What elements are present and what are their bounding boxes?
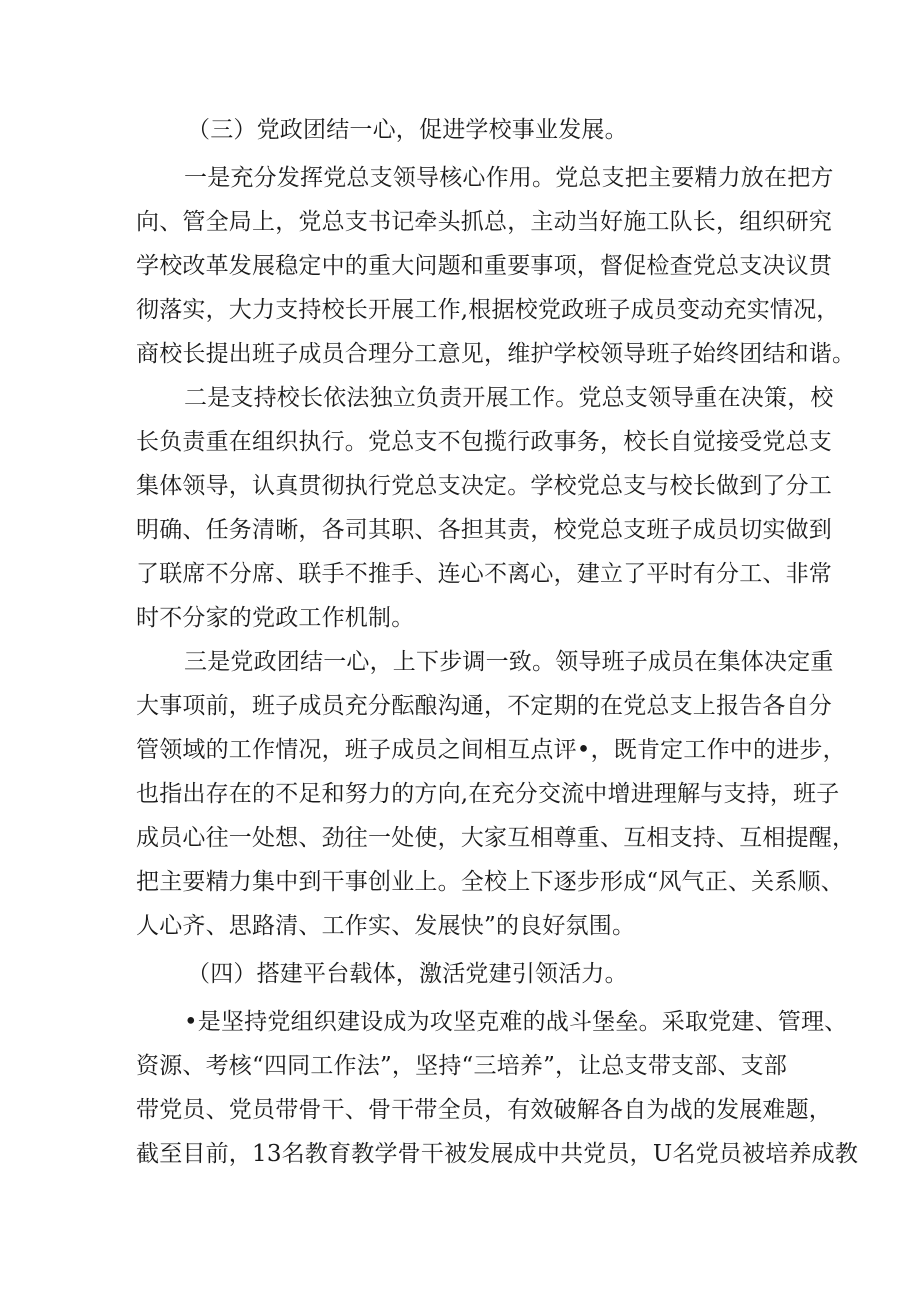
paragraph-line: 时不分家的党政工作机制。 xyxy=(136,605,415,631)
paragraph-line: 长负责重在组织执行。党总支不包揽行政事务，校长自觉接受党总支 xyxy=(136,429,832,455)
paragraph-line: 带党员、党员带骨干、骨干带全员，有效破解各自为战的发展难题， xyxy=(136,1097,832,1123)
paragraph-line: 学校改革发展稳定中的重大问题和重要事项，督促检查党总支决议贯 xyxy=(136,253,832,279)
paragraph-line: 向、管全局上，党总支书记牵头抓总，主动当好施工队长，组织研究 xyxy=(136,209,832,235)
paragraph-line: 明确、任务清晰，各司其职、各担其责，校党总支班子成员切实做到 xyxy=(136,517,832,543)
paragraph-line: 把主要精力集中到干事创业上。全校上下逐步形成“风气正、关系顺、 xyxy=(136,869,844,895)
paragraph-line: 管领域的工作情况，班子成员之间相互点评•，既肯定工作中的进步， xyxy=(136,737,846,763)
section-heading-3: （三）党政团结一心，促进学校事业发展。 xyxy=(187,117,628,143)
paragraph-line: 大事项前，班子成员充分酝酿沟通，不定期的在党总支上报告各自分 xyxy=(136,693,832,719)
section-heading-4: （四）搭建平台载体，激活党建引领活力。 xyxy=(187,961,628,987)
paragraph-line: 集体领导，认真贯彻执行党总支决定。学校党总支与校长做到了分工 xyxy=(136,473,832,499)
paragraph-line: 人心齐、思路清、工作实、发展快”的良好氛围。 xyxy=(136,913,636,939)
paragraph-line: 了联席不分席、联手不推手、连心不离心，建立了平时有分工、非常 xyxy=(136,561,832,587)
paragraph-line: 商校长提出班子成员合理分工意见，维护学校领导班子始终团结和谐。 xyxy=(136,341,856,367)
paragraph-line: 一是充分发挥党总支领导核心作用。党总支把主要精力放在把方 xyxy=(184,165,834,191)
paragraph-line: 资源、考核“四同工作法”，坚持“三培养”，让总支带支部、支部 xyxy=(136,1053,788,1079)
paragraph-line: 二是支持校长依法独立负责开展工作。党总支领导重在决策，校 xyxy=(184,385,834,411)
paragraph-line: 彻落实，大力支持校长开展工作,根据校党政班子成员变动充实情况， xyxy=(136,297,840,323)
paragraph-line: 也指出存在的不足和努力的方向,在充分交流中增进理解与支持，班子 xyxy=(136,781,840,807)
paragraph-line: 三是党政团结一心，上下步调一致。领导班子成员在集体决定重 xyxy=(184,649,834,675)
paragraph-line: 截至目前，13名教育教学骨干被发展成中共党员，U名党员被培养成教 xyxy=(136,1141,859,1167)
paragraph-line: •是坚持党组织建设成为攻坚克难的战斗堡垒。采取党建、管理、 xyxy=(184,1009,848,1035)
paragraph-line: 成员心往一处想、劲往一处使，大家互相尊重、互相支持、互相提醒， xyxy=(136,825,856,851)
